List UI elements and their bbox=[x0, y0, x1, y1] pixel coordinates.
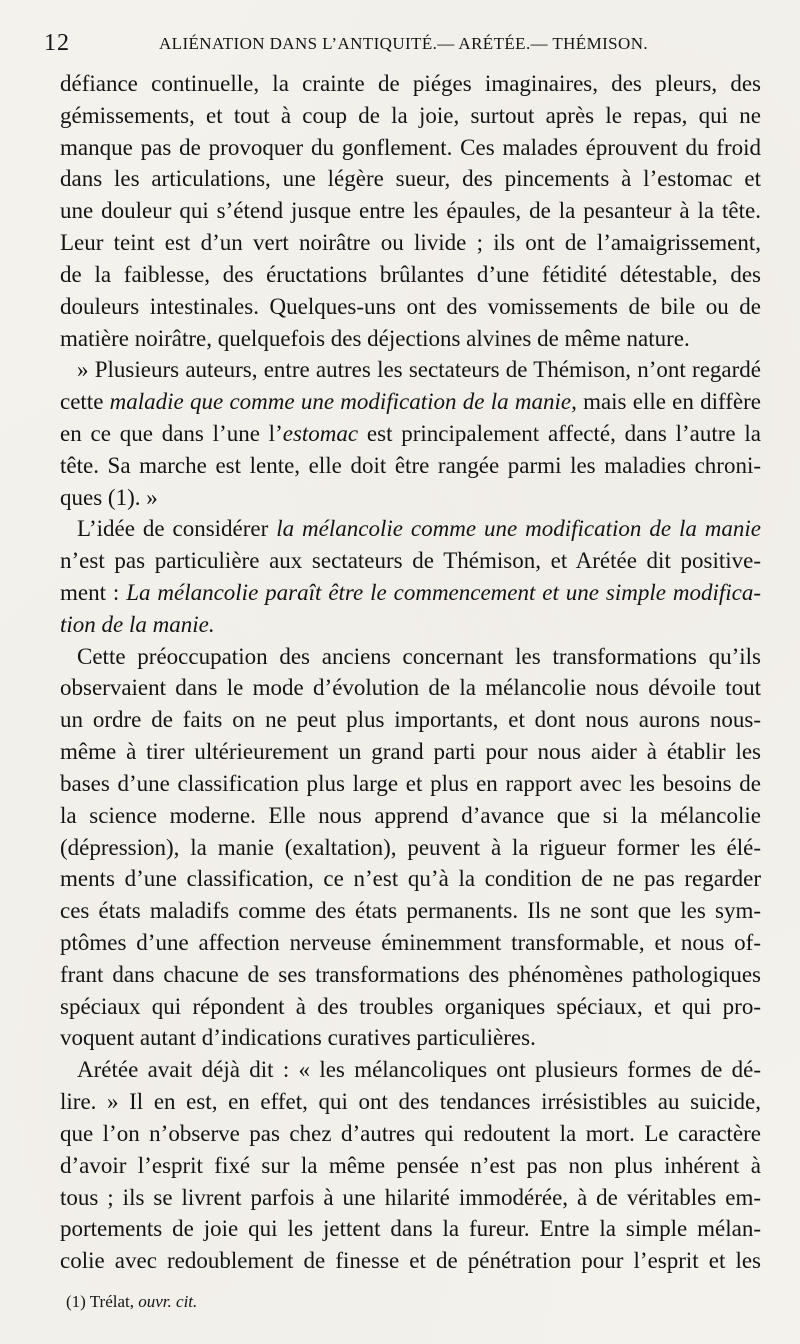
italic-term: estomac bbox=[282, 421, 359, 446]
italic-quote: maladie que comme une modification de la manie, bbox=[109, 389, 577, 414]
text-line bbox=[60, 417, 761, 451]
text-line: gémissements, et tout à coup de la joie, surtout après le repas, qui ne bbox=[60, 103, 761, 128]
text-line: Cette préoccupation des anciens concernant les transformations qu’ils bbox=[77, 644, 761, 669]
text-line: voquent autant d’indications curatives particulières. bbox=[60, 1025, 536, 1050]
text-line: lire. » Il en est, en effet, qui ont des tendances irrésistibles au suicide, bbox=[60, 1089, 761, 1114]
text-line bbox=[77, 512, 761, 546]
text-line: (dépression), la manie (exaltation), peuvent à la rigueur former les élé- bbox=[60, 835, 761, 860]
text-line: matière noirâtre, quelquefois des déjections alvines de même nature. bbox=[60, 326, 690, 351]
text-line: bases d’une classification plus large et plus en rapport avec les besoins de bbox=[60, 771, 761, 796]
text-line: » Plusieurs auteurs, entre autres les sectateurs de Thémison, n’ont regardé bbox=[77, 357, 761, 382]
text-line: spéciaux qui répondent à des troubles organiques spéciaux, et qui pro- bbox=[60, 994, 761, 1019]
footnote bbox=[66, 1290, 197, 1314]
text-line: ments d’une classification, ce n’est qu’à la condition de ne pas regarder bbox=[60, 866, 761, 891]
text-line: dans les articulations, une légère sueur, des pincements à l’estomac et bbox=[60, 166, 761, 191]
text-line: manque pas de provoquer du gonflement. Ces malades éprouvent du froid bbox=[60, 135, 761, 160]
text-line: défiance continuelle, la crainte de piéges imaginaires, des pleurs, des bbox=[60, 71, 761, 96]
page-header bbox=[44, 30, 760, 62]
text-line: n’est pas particulière aux sectateurs de Thémison, et Arétée dit positive- bbox=[60, 548, 761, 573]
text-line: tous ; ils se livrent parfois à une hilarité immodérée, à de véritables em- bbox=[60, 1185, 761, 1210]
text-line: que l’on n’observe pas chez d’autres qui redoutent la mort. Le caractère bbox=[60, 1121, 761, 1146]
italic-quote: La mélancolie paraît être le commencement et une simple modifica- bbox=[126, 580, 761, 605]
text-run: ment : bbox=[60, 580, 127, 605]
text-run: est principalement affecté, dans l’autre la bbox=[358, 421, 761, 446]
footnote-work: ouvr. cit. bbox=[138, 1292, 198, 1311]
text-line: une douleur qui s’étend jusque entre les épaules, de la pesanteur à la tête. bbox=[60, 198, 761, 223]
text-run: L’idée de considérer bbox=[77, 516, 277, 541]
italic-quote: la mélancolie comme une modification de la manie bbox=[276, 516, 761, 541]
text-line: Leur teint est d’un vert noirâtre ou livide ; ils ont de l’amaigrissement, bbox=[60, 230, 761, 255]
text-line: tête. Sa marche est lente, elle doit être rangée parmi les maladies chroni- bbox=[60, 453, 761, 478]
text-line: d’avoir l’esprit fixé sur la même pensée n’est pas non plus inhérent à bbox=[60, 1153, 761, 1178]
running-head: ALIÉNATION DANS L’ANTIQUITÉ.— ARÉTÉE.— THÉMISON. bbox=[159, 34, 649, 53]
text-line: observaient dans le mode d’évolution de la mélancolie nous dévoile tout bbox=[60, 675, 761, 700]
text-line: Arétée avait déjà dit : « les mélancoliques ont plusieurs formes de dé- bbox=[77, 1057, 761, 1082]
text-line: douleurs intestinales. Quelques-uns ont des vomissements de bile ou de bbox=[60, 294, 761, 319]
text-line: ptômes d’une affection nerveuse éminemment transformable, et nous of- bbox=[60, 930, 761, 955]
footnote-author: Trélat, bbox=[85, 1292, 139, 1311]
footnote-marker: (1) bbox=[66, 1292, 86, 1311]
text-run: cette bbox=[60, 389, 110, 414]
text-line bbox=[60, 385, 761, 419]
text-line: colie avec redoublement de finesse et de pénétration pour l’esprit et les bbox=[60, 1248, 761, 1273]
text-line: frant dans chacune de ses transformations des phénomènes pathologiques bbox=[60, 962, 761, 987]
page-number: 12 bbox=[44, 30, 70, 56]
text-line: la science moderne. Elle nous apprend d’avance que si la mélancolie bbox=[60, 803, 761, 828]
text-line: de la faiblesse, des éructations brûlantes d’une fétidité détestable, des bbox=[60, 262, 761, 287]
text-line: ces états maladifs comme des états permanents. Ils ne sont que les sym- bbox=[60, 898, 761, 923]
text-run: en ce que dans l’une l’ bbox=[60, 421, 283, 446]
text-line: un ordre de faits on ne peut plus importants, et dont nous aurons nous- bbox=[60, 707, 761, 732]
text-line bbox=[60, 576, 761, 610]
text-run: mais elle en diffère bbox=[576, 389, 762, 414]
text-line: tion de la manie. bbox=[60, 612, 215, 637]
text-line: même à tirer ultérieurement un grand parti pour nous aider à établir les bbox=[60, 739, 761, 764]
text-line: portements de joie qui les jettent dans la fureur. Entre la simple mélan- bbox=[60, 1216, 761, 1241]
text-line: ques (1). » bbox=[60, 485, 158, 510]
